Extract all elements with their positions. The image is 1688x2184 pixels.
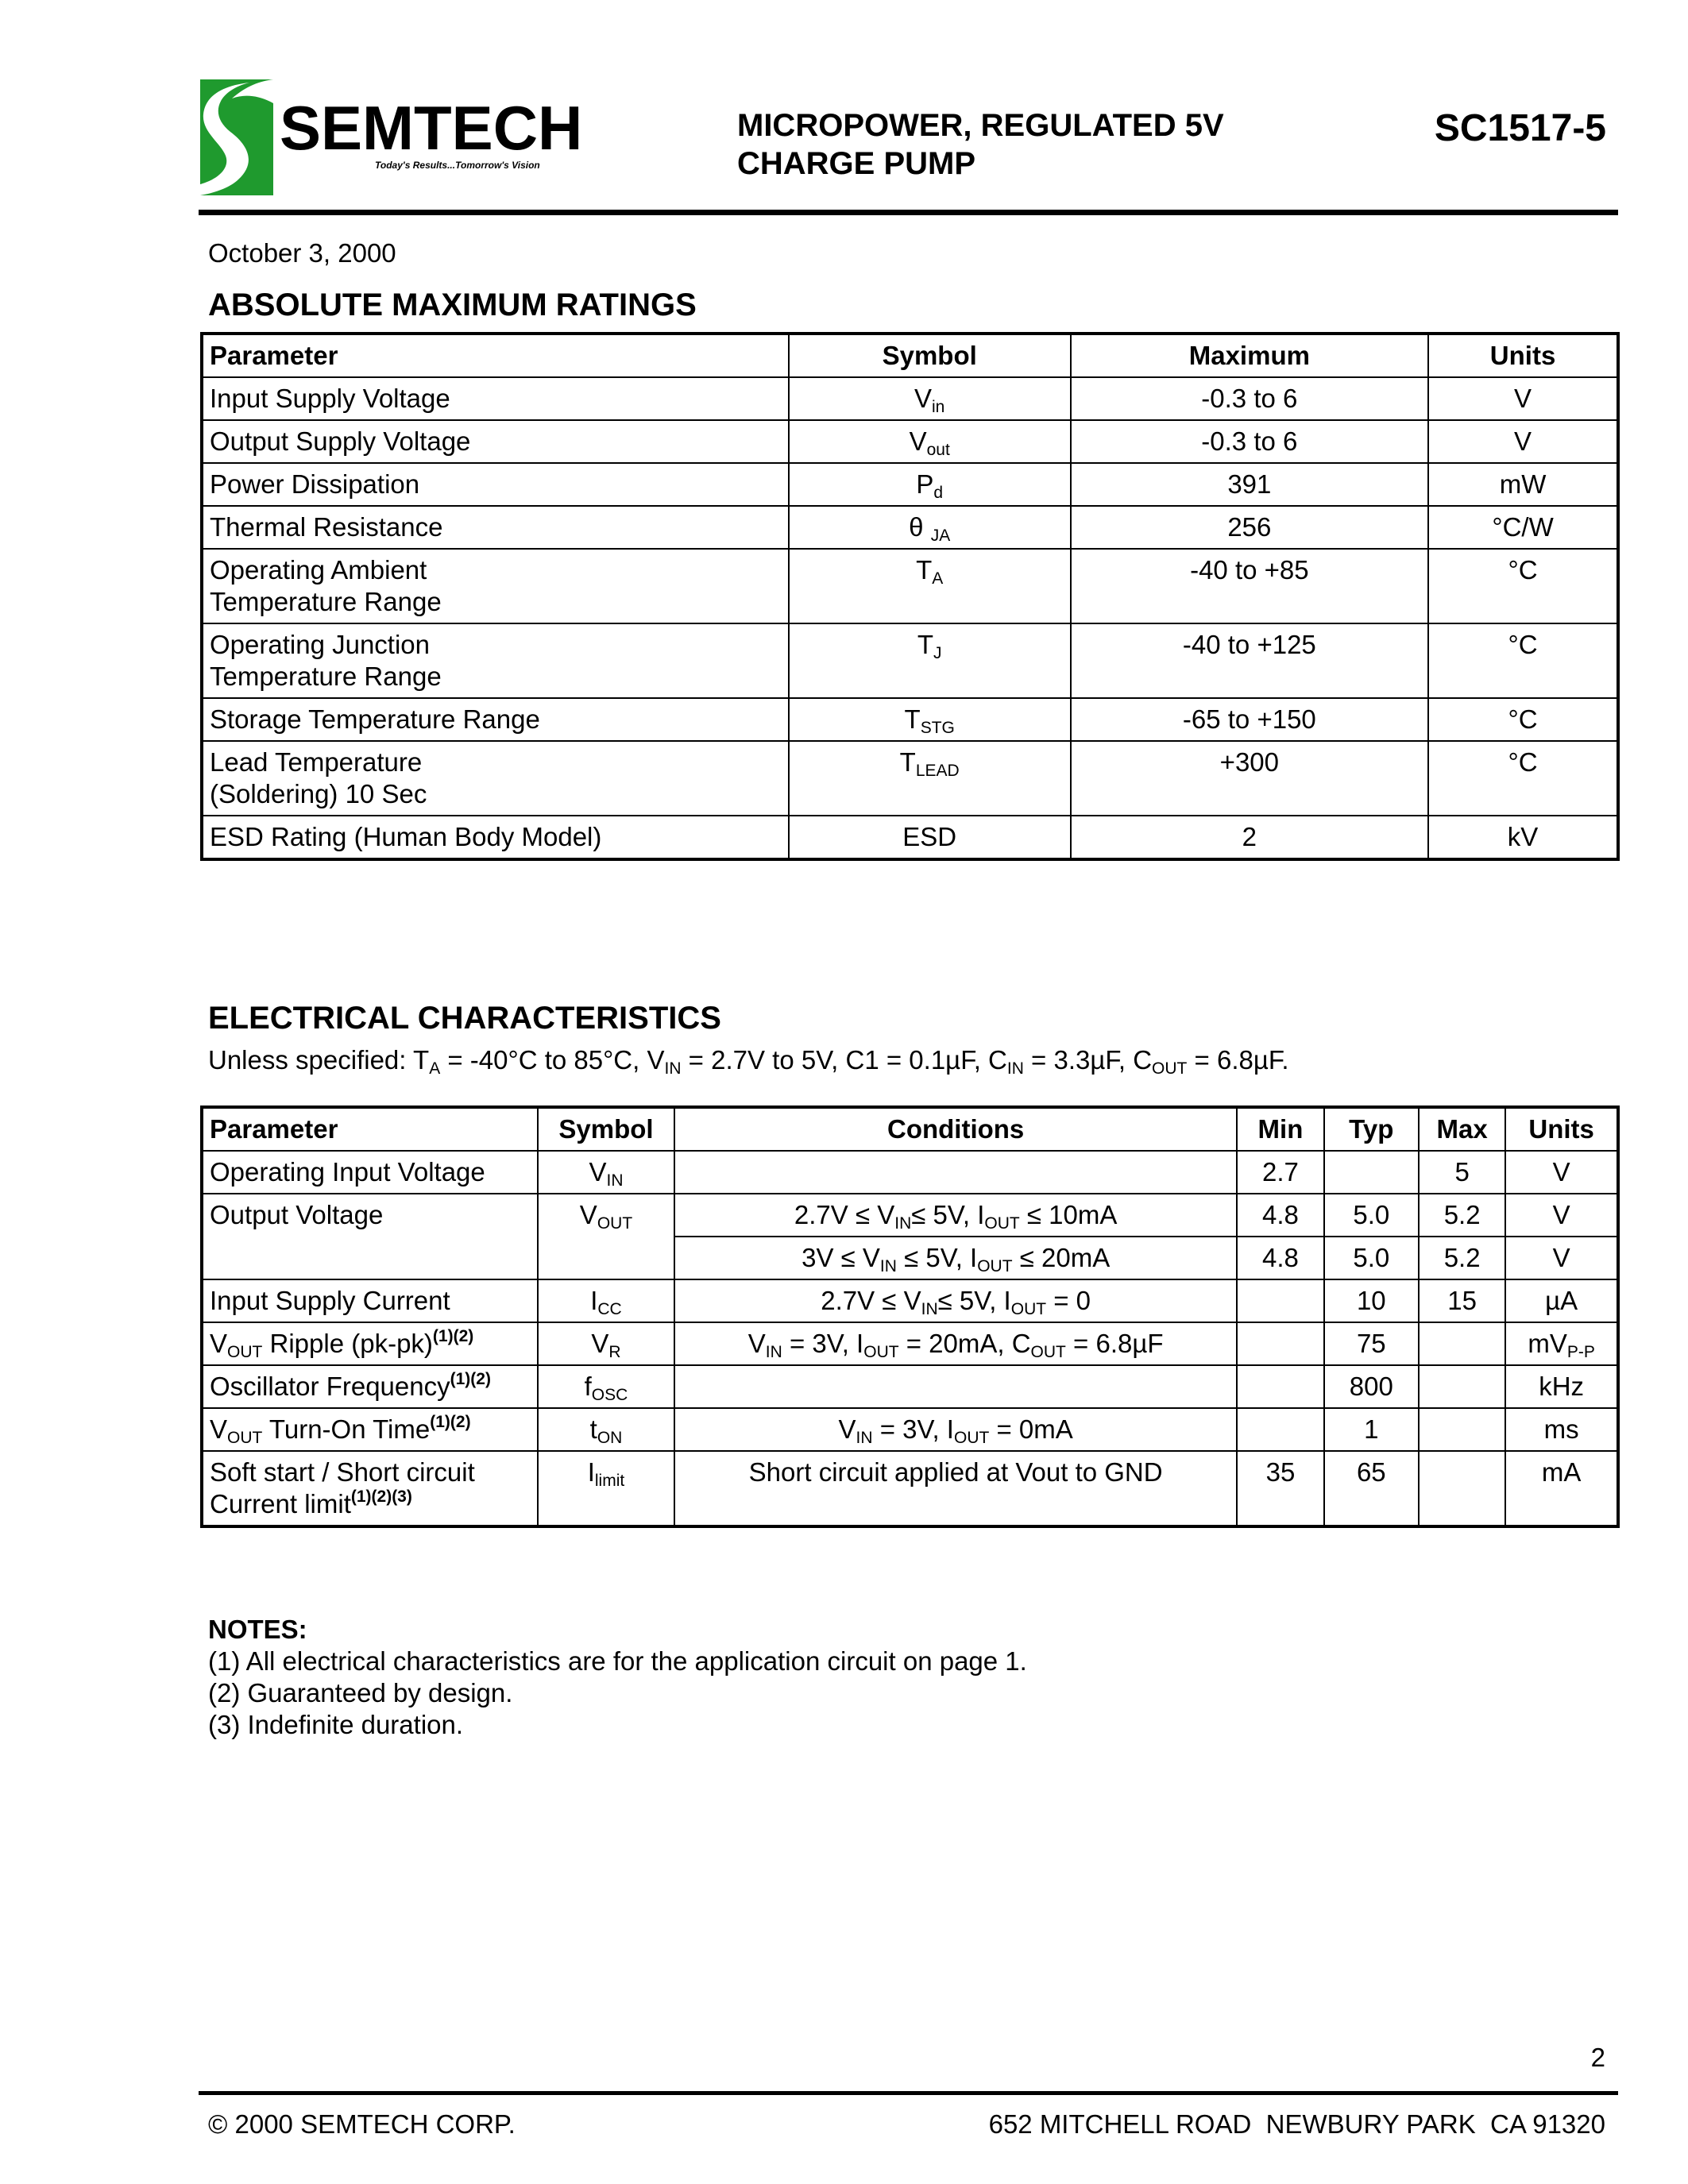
- min-cell: [1237, 1408, 1323, 1451]
- max-cell: [1419, 1365, 1505, 1408]
- notes: [208, 1614, 1027, 1741]
- units-cell: V: [1505, 1151, 1618, 1194]
- symbol-cell: $I_{CC}$: [538, 1279, 674, 1322]
- maximum-cell: -0.3 to 6: [1071, 420, 1429, 463]
- parameter-cell: Thermal Resistance: [202, 506, 789, 549]
- symbol-cell: $V_{IN}$: [538, 1151, 674, 1194]
- table-row: [202, 741, 1618, 816]
- symbol-cell: $T_{STG}$: [789, 698, 1071, 741]
- maximum-cell: 391: [1071, 463, 1429, 506]
- max-cell: [1419, 1451, 1505, 1526]
- parameter-cell: Output Voltage: [202, 1194, 538, 1279]
- typ-cell: 65: [1324, 1451, 1419, 1526]
- symbol-cell: $t_{ON}$: [538, 1408, 674, 1451]
- symbol-cell: $P_d$: [789, 463, 1071, 506]
- footer-address: 652 MITCHELL ROAD NEWBURY PARK CA 91320: [988, 2109, 1605, 2139]
- max-cell: 5: [1419, 1151, 1505, 1194]
- header-min: Min: [1237, 1107, 1323, 1151]
- document-title: MICROPOWER, REGULATED 5V CHARGE PUMP: [737, 108, 1224, 181]
- units-cell: °C: [1428, 741, 1618, 816]
- units-cell: V: [1505, 1194, 1618, 1237]
- header-maximum: Maximum: [1071, 334, 1429, 377]
- table-row: [202, 377, 1618, 420]
- maximum-cell: 2: [1071, 816, 1429, 859]
- conditions-cell: $V_{IN} = 3V$, $I_{OUT} = 0mA$: [674, 1408, 1237, 1451]
- logo-word: SEMTECH: [280, 93, 583, 163]
- header-conditions: Conditions: [674, 1107, 1237, 1151]
- units-cell: µA: [1505, 1279, 1618, 1322]
- parameter-cell: $V_{OUT}$ Turn-On Time$^{(1)(2)}$: [202, 1408, 538, 1451]
- ec-section-title: ELECTRICAL CHARACTERISTICS: [208, 1001, 721, 1036]
- conditions-cell: $3V \le V_{IN} \le 5V$, $I_{OUT} \le 20mA$: [674, 1237, 1237, 1279]
- maximum-cell: -0.3 to 6: [1071, 377, 1429, 420]
- table-row: [202, 463, 1618, 506]
- max-cell: 15: [1419, 1279, 1505, 1322]
- symbol-cell: $f_{OSC}$: [538, 1365, 674, 1408]
- symbol-cell: $T_J$: [789, 623, 1071, 698]
- symbol-cell: $V_{in}$: [789, 377, 1071, 420]
- parameter-cell: Power Dissipation: [202, 463, 789, 506]
- min-cell: [1237, 1322, 1323, 1365]
- header-rule: [199, 210, 1618, 215]
- max-cell: 5.2: [1419, 1237, 1505, 1279]
- semtech-logo: [200, 79, 685, 199]
- table-row: [202, 698, 1618, 741]
- conditions-cell: [674, 1151, 1237, 1194]
- header-symbol: Symbol: [538, 1107, 674, 1151]
- header-units: Units: [1505, 1107, 1618, 1151]
- typ-cell: [1324, 1151, 1419, 1194]
- ec-table: [200, 1106, 1620, 1528]
- conditions-cell: Short circuit applied at Vout to GND: [674, 1451, 1237, 1526]
- parameter-cell: Lead Temperature (Soldering) 10 Sec: [202, 741, 789, 816]
- footer-rule: [199, 2091, 1618, 2095]
- conditions-cell: $2.7V \le V_{IN}\le 5V$, $I_{OUT} = 0$: [674, 1279, 1237, 1322]
- max-cell: [1419, 1408, 1505, 1451]
- typ-cell: 75: [1324, 1322, 1419, 1365]
- header-symbol: Symbol: [789, 334, 1071, 377]
- typ-cell: 1: [1324, 1408, 1419, 1451]
- typ-cell: 10: [1324, 1279, 1419, 1322]
- min-cell: 4.8: [1237, 1237, 1323, 1279]
- parameter-cell: ESD Rating (Human Body Model): [202, 816, 789, 859]
- table-row: [202, 1408, 1618, 1451]
- typ-cell: 800: [1324, 1365, 1419, 1408]
- units-cell: kHz: [1505, 1365, 1618, 1408]
- units-cell: mW: [1428, 463, 1618, 506]
- footer-copyright: © 2000 SEMTECH CORP.: [208, 2109, 516, 2139]
- units-cell: V: [1428, 420, 1618, 463]
- parameter-cell: Input Supply Voltage: [202, 377, 789, 420]
- parameter-cell: $V_{OUT}$ Ripple $(pk-pk)^{(1)(2)}$: [202, 1322, 538, 1365]
- ec-header-row: [202, 1107, 1618, 1151]
- units-cell: V: [1428, 377, 1618, 420]
- min-cell: 35: [1237, 1451, 1323, 1526]
- max-cell: [1419, 1322, 1505, 1365]
- header-typ: Typ: [1324, 1107, 1419, 1151]
- document-date: October 3, 2000: [208, 238, 396, 268]
- maximum-cell: +300: [1071, 741, 1429, 816]
- min-cell: 4.8: [1237, 1194, 1323, 1237]
- table-row: [202, 1451, 1618, 1526]
- symbol-cell: $I_{limit}$: [538, 1451, 674, 1526]
- parameter-cell: Operating Input Voltage: [202, 1151, 538, 1194]
- parameter-cell: Output Supply Voltage: [202, 420, 789, 463]
- amr-section-title: ABSOLUTE MAXIMUM RATINGS: [208, 287, 697, 322]
- parameter-cell: Operating Junction Temperature Range: [202, 623, 789, 698]
- min-cell: 2.7: [1237, 1151, 1323, 1194]
- header-parameter: Parameter: [202, 334, 789, 377]
- units-cell: °C: [1428, 549, 1618, 623]
- parameter-cell: Operating Ambient Temperature Range: [202, 549, 789, 623]
- table-row: [202, 1151, 1618, 1194]
- max-cell: 5.2: [1419, 1194, 1505, 1237]
- page-number: 2: [1590, 2043, 1605, 2072]
- min-cell: [1237, 1279, 1323, 1322]
- header-units: Units: [1428, 334, 1618, 377]
- units-cell: $mV_{P-P}$: [1505, 1322, 1618, 1365]
- logo-tagline: Today's Results...Tomorrow's Vision: [375, 160, 540, 171]
- units-cell: kV: [1428, 816, 1618, 859]
- symbol-cell: θ $_{JA}$: [789, 506, 1071, 549]
- amr-header-row: [202, 334, 1618, 377]
- part-number: SC1517-5: [1434, 107, 1606, 149]
- ec-conditions-note: Unless specified: $T_A = -40^\circ C$ to 85°C, $V_{IN} = 2.7V$ to 5V, C1 = 0.1µF, $C_{IN} = 3.3\mu F$, $C_{OUT} = 6.8\mu F$.: [208, 1045, 1289, 1078]
- conditions-cell: [674, 1365, 1237, 1408]
- units-cell: °C/W: [1428, 506, 1618, 549]
- units-cell: ms: [1505, 1408, 1618, 1451]
- note-item: (2) Guaranteed by design.: [208, 1678, 513, 1707]
- table-row: [202, 816, 1618, 859]
- symbol-cell: $T_{LEAD}$: [789, 741, 1071, 816]
- table-row: [202, 506, 1618, 549]
- notes-heading: NOTES:: [208, 1615, 307, 1644]
- conditions-cell: $V_{IN} = 3V$, $I_{OUT} = 20mA$, $C_{OUT} = 6.8\mu F$: [674, 1322, 1237, 1365]
- parameter-cell: Oscillator Frequency$^{(1)(2)}$: [202, 1365, 538, 1408]
- maximum-cell: -40 to +125: [1071, 623, 1429, 698]
- symbol-cell: $V_R$: [538, 1322, 674, 1365]
- typ-cell: 5.0: [1324, 1194, 1419, 1237]
- table-row: [202, 1365, 1618, 1408]
- header-parameter: Parameter: [202, 1107, 538, 1151]
- table-row: [202, 1194, 1618, 1237]
- amr-table: [200, 332, 1620, 861]
- units-cell: °C: [1428, 698, 1618, 741]
- symbol-cell: ESD: [789, 816, 1071, 859]
- symbol-cell: $V_{out}$: [789, 420, 1071, 463]
- table-row: [202, 420, 1618, 463]
- table-row: [202, 1279, 1618, 1322]
- units-cell: mA: [1505, 1451, 1618, 1526]
- conditions-cell: $2.7V \le V_{IN}\le 5V$, $I_{OUT} \le 10mA$: [674, 1194, 1237, 1237]
- units-cell: V: [1505, 1237, 1618, 1279]
- parameter-cell: Storage Temperature Range: [202, 698, 789, 741]
- table-row: [202, 623, 1618, 698]
- maximum-cell: 256: [1071, 506, 1429, 549]
- maximum-cell: -65 to +150: [1071, 698, 1429, 741]
- note-item: (1) All electrical characteristics are for the application circuit on page 1.: [208, 1646, 1027, 1676]
- table-row: [202, 549, 1618, 623]
- parameter-cell: Soft start / Short circuit Current limit$^{(1)(2)(3)}$: [202, 1451, 538, 1526]
- symbol-cell: $V_{OUT}$: [538, 1194, 674, 1279]
- min-cell: [1237, 1365, 1323, 1408]
- table-row: [202, 1322, 1618, 1365]
- maximum-cell: -40 to +85: [1071, 549, 1429, 623]
- symbol-cell: $T_A$: [789, 549, 1071, 623]
- note-item: (3) Indefinite duration.: [208, 1710, 464, 1739]
- parameter-cell: Input Supply Current: [202, 1279, 538, 1322]
- header-max: Max: [1419, 1107, 1505, 1151]
- units-cell: °C: [1428, 623, 1618, 698]
- typ-cell: 5.0: [1324, 1237, 1419, 1279]
